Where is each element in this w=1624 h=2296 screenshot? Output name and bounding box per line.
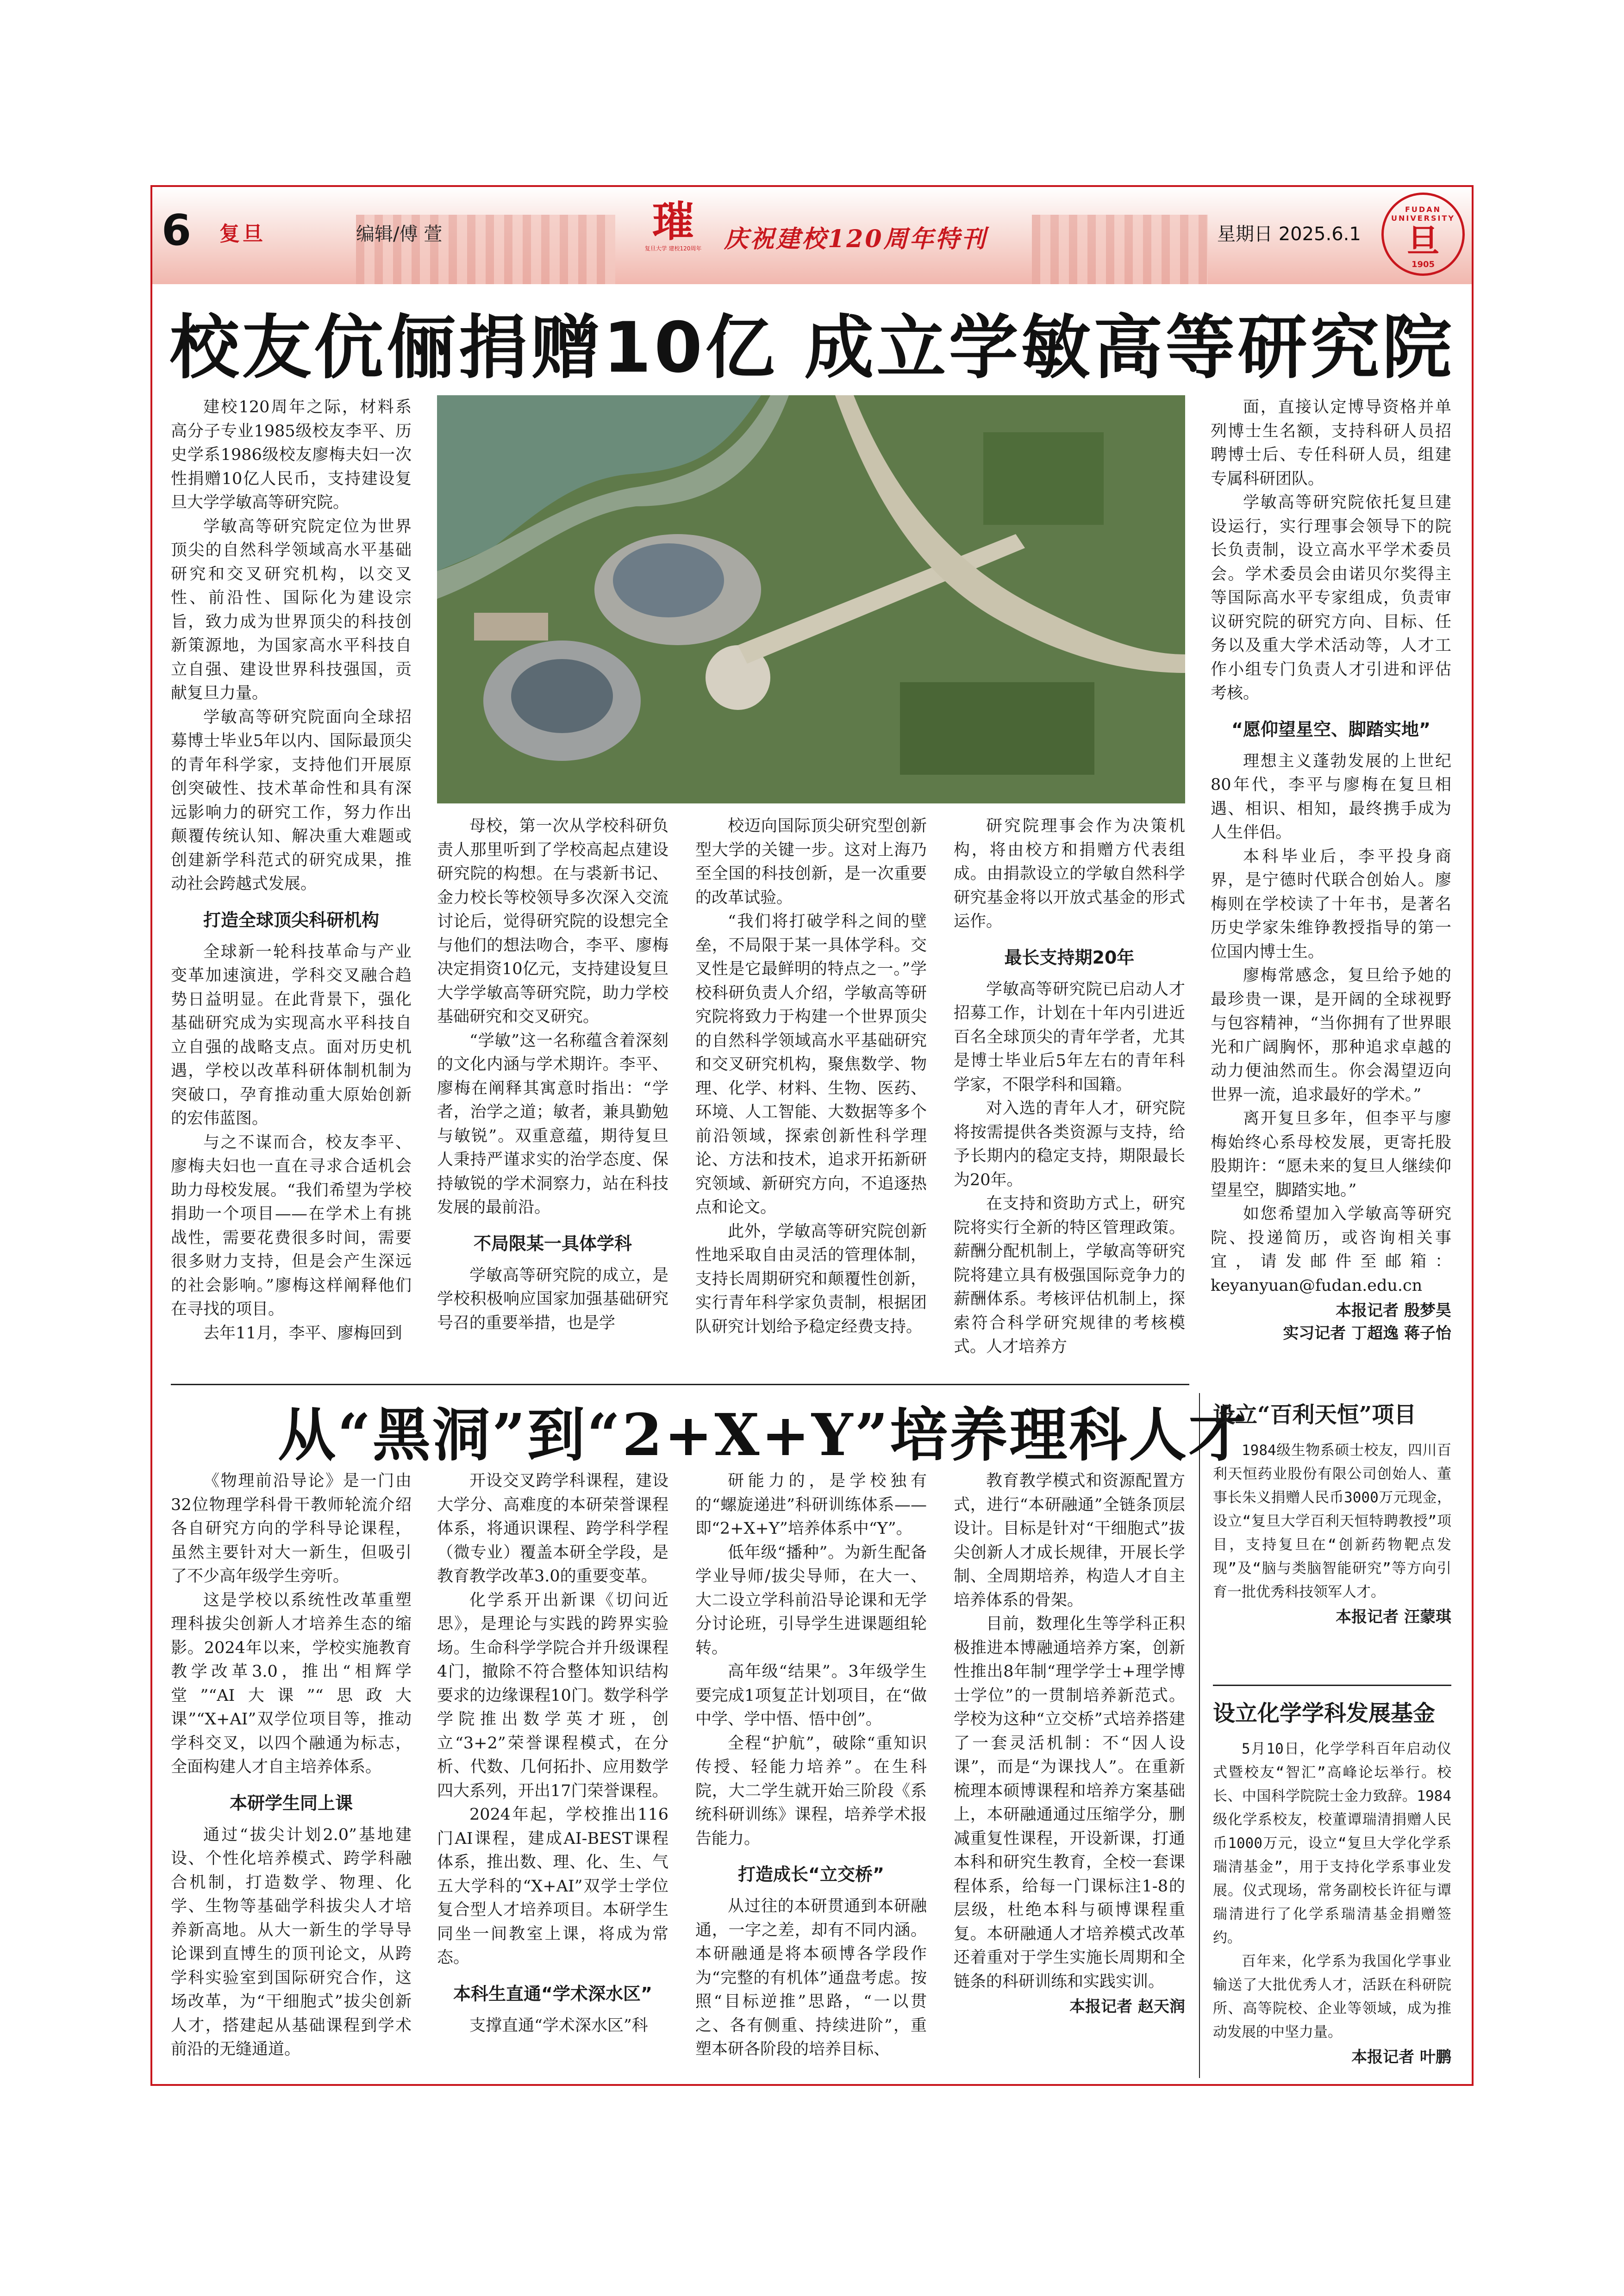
article2-subheading-2: 本科生直通“学术深水区” bbox=[453, 1983, 652, 2004]
paragraph: 全程“护航”，破除“重知识传授、轻能力培养”。在生科院，大二学生就开始三阶段《系统科研训练》课程，培养学术报告能力。 bbox=[695, 1734, 927, 1848]
university-seal-icon bbox=[1381, 193, 1465, 276]
article2-column-4 bbox=[954, 1469, 1185, 2080]
paragraph: 开设交叉跨学科课程，建设大学分、高难度的本研荣誉课程体系，将通识课程、跨学科学程（微专业）覆盖本研全学段，是教育教学改革3.0的重要变革。 bbox=[437, 1472, 668, 1586]
article2-subheading-1: 本研学生同上课 bbox=[229, 1792, 353, 1813]
paragraph: 在支持和资助方式上，研究院将实行全新的特区管理政策。薪酬分配机制上，学敏高等研究院将建立具有极强国际竞争力的薪酬体系。考核评估机制上，探索符合科学研究规律的考核模式。人才培养方 bbox=[954, 1195, 1185, 1356]
article1-column-5 bbox=[1211, 396, 1451, 1377]
paragraph: 学敏高等研究院依托复旦建设运行，实行理事会领导下的院长负责制，设立高水平学术委员会。学术委员会由诺贝尔奖得主等国际高水平专家组成，负责审议研究院的研究方向、目标、任务以及重大学术活动等，人才工作小组专门负责人才引进和评估考核。 bbox=[1211, 493, 1451, 703]
article1-column-2 bbox=[437, 815, 668, 1377]
article1-byline-1: 本报记者 殷梦昊 bbox=[1336, 1301, 1451, 1320]
article1-byline-2: 实习记者 丁超逸 蒋子怡 bbox=[1283, 1324, 1451, 1343]
article1-subheading-2: 不局限某一具体学科 bbox=[473, 1233, 632, 1254]
masthead bbox=[152, 187, 1472, 284]
paragraph: 学敏高等研究院的成立，是学校积极响应国家加强基础研究号召的重要举措，也是学 bbox=[437, 1266, 668, 1332]
campus-aerial-photo bbox=[437, 395, 1185, 803]
article1-headline: 校友伉俪捐赠10亿 成立学敏高等研究院 bbox=[169, 308, 1455, 388]
paragraph: 化学系开出新课《切问近思》，是理论与实践的跨界实验场。生命科学学院合并升级课程4门，撤除不符合整体知识结构要求的边缘课程10门。数学科学学院推出数学英才班，创立“3+2”荣誉课程模式，在分析、代数、几何拓扑、应用数学四大系列，开出17门荣誉课程。 bbox=[437, 1591, 668, 1800]
article1-subheading-4: “愿仰望星空、脚踏实地” bbox=[1231, 719, 1430, 740]
sidebar-1-title: 设立“百利天恒”项目 bbox=[1213, 1402, 1417, 1428]
sidebar-chemistry-fund bbox=[1213, 1692, 1451, 2080]
issue-slogan: 庆祝建校120周年特刊 bbox=[724, 225, 987, 253]
article2-headline: 从“黑洞”到“2+X+Y”培养理科人才 bbox=[278, 1401, 1249, 1469]
skyline-decoration-right bbox=[1032, 215, 1208, 284]
paragraph: 1984级生物系硕士校友，四川百利天恒药业股份有限公司创始人、董事长朱义捐赠人民币3000万元现金，设立“复旦大学百利天恒特聘教授”项目，支持复旦在“创新药物靶点发现”及“脑与类脑智能研究”等方向引育一批优秀科技领军人才。 bbox=[1213, 1442, 1451, 1600]
sidebar-divider bbox=[1199, 1393, 1200, 2078]
article2-byline: 本报记者 赵天润 bbox=[1069, 1997, 1185, 2016]
campus-aerial-photo-icon bbox=[437, 395, 1185, 803]
sidebar-2-title: 设立化学学科发展基金 bbox=[1213, 1700, 1436, 1726]
paragraph: 廖梅常感念，复旦给予她的最珍贵一课，是开阔的全球视野与包容精神，“当你拥有了世界眼光和广阔胸怀，那种追求卓越的动力便油然而生。你会渴望迈向世界一流，追求最好的学术。” bbox=[1211, 966, 1451, 1104]
paragraph: 学敏高等研究院面向全球招募博士毕业5年以内、国际最顶尖的青年科学家，支持他们开展原创突破性、技术革命性和具有深远影响力的研究工作，努力作出颠覆传统认知、解决重大难题或创建新学科范式的研究成果，推动社会跨越式发展。 bbox=[171, 708, 412, 893]
article2-subheading-3: 打造成长“立交桥” bbox=[738, 1864, 884, 1885]
paragraph: 如您希望加入学敏高等研究院、投递简历，或咨询相关事宜，请发邮件至邮箱：keyanyuan@fudan.edu.cn bbox=[1211, 1205, 1451, 1295]
paragraph: 研究院理事会作为决策机构，将由校方和捐赠方代表组成。由捐款设立的学敏自然科学研究基金将以开放式基金的形式运作。 bbox=[954, 817, 1185, 931]
paragraph: 2024年起，学校推出116门AI课程，建成AI-BEST课程体系，推出数、理、化、生、气五大学科的“X+AI”双学士学位复合型人才培养项目。本研学生同坐一间教室上课，将成为常态。 bbox=[437, 1805, 668, 1967]
article1-column-4 bbox=[954, 815, 1185, 1377]
paragraph: 学敏高等研究院已启动人才招募工作，计划在十年内引进近百名全球顶尖的青年学者，尤其是博士毕业后5年左右的青年科学家，不限学科和国籍。 bbox=[954, 980, 1185, 1094]
article2-column-1 bbox=[171, 1469, 412, 2080]
paragraph: 教育教学模式和资源配置方式，进行“本研融通”全链条顶层设计。目标是针对“干细胞式”拔尖创新人才成长规律，开展长学制、全周期培养，构造人才自主培养体系的骨架。 bbox=[954, 1472, 1185, 1610]
paper-name: 复旦 bbox=[219, 222, 266, 246]
article1-column-1 bbox=[171, 396, 412, 1377]
paragraph: 此外，学敏高等研究院创新性地采取自由灵活的管理体制，支持长周期研究和颠覆性创新，实行青年科学家负责制，根据团队研究计划给予稳定经费支持。 bbox=[695, 1222, 927, 1336]
paragraph: 理想主义蓬勃发展的上世纪80年代，李平与廖梅在复旦相遇、相识、相知，最终携手成为人生伴侣。 bbox=[1211, 752, 1451, 842]
paragraph: 面，直接认定博导资格并单列博士生名额，支持科研人员招聘博士后、专任科研人员，组建专属科研团队。 bbox=[1211, 398, 1451, 488]
paragraph: 支撑直通“学术深水区”科 bbox=[469, 2016, 648, 2035]
article1-column-3 bbox=[695, 815, 927, 1377]
paragraph: 低年级“播种”。为新生配备学业导师/拔尖导师，在大一、大二设立学科前沿导论课和无学分讨论班，引导学生进课题组轮转。 bbox=[695, 1543, 927, 1657]
paragraph: 5月10日，化学学科百年启动仪式暨校友“智汇”高峰论坛举行。校长、中国科学院院士金力致辞。1984级化学系校友，校董谭瑞清捐赠人民币1000万元，设立“复旦大学化学系瑞清基金”，用于支持化学系事业发展。仪式现场，常务副校长许征与谭瑞清进行了化学系瑞清基金捐赠签约。 bbox=[1213, 1741, 1451, 1946]
anniversary-logo bbox=[643, 199, 703, 275]
paragraph: 对入选的青年人才，研究院将按需提供各类资源与支持，给予长期内的稳定支持，期限最长为20年。 bbox=[954, 1099, 1185, 1189]
article1-subheading-1: 打造全球顶尖科研机构 bbox=[203, 909, 379, 930]
sidebar-1-byline: 本报记者 汪蒙琪 bbox=[1336, 1608, 1451, 1626]
logo-glyph: 璀 bbox=[652, 197, 694, 246]
paragraph: 校迈向国际顶尖研究型创新型大学的关键一步。这对上海乃至全国的科技创新，是一次重要的改革试验。 bbox=[695, 817, 927, 907]
article1-subheading-3: 最长支持期20年 bbox=[1004, 947, 1135, 968]
paragraph: 《物理前沿导论》是一门由32位物理学科骨干教师轮流介绍各自研究方向的学科导论课程，虽然主要针对大一新生，但吸引了不少高年级学生旁听。 bbox=[171, 1472, 412, 1586]
sidebar-2-byline: 本报记者 叶鹏 bbox=[1351, 2048, 1451, 2066]
seal-top-text: FUDAN UNIVERSITY bbox=[1391, 205, 1455, 223]
paragraph: “我们将打破学科之间的壁垒，不局限于某一具体学科。交叉性是它最鲜明的特点之一。”学校科研负责人介绍，学敏高等研究院将致力于构建一个世界顶尖的自然科学领域高水平基础研究和交叉研究机构，聚焦数学、物理、化学、材料、生物、医药、环境、人工智能、大数据等多个前沿领域，探索创新性科学理论、方法和技术，追求开拓新研究领域、新研究方向，不追逐热点和论文。 bbox=[695, 912, 927, 1217]
paragraph: 通过“拔尖计划2.0”基地建设、个性化培养模式、跨学科融合机制，打造数学、物理、化学、生物等基础学科拔尖人才培养新高地。从大一新生的学导导论课到直博生的顶刊论文，从跨学科实验室到国际研究合作，这场改革，为“干细胞式”拔尖创新人才，搭建起从基础课程到学术前沿的无缝通道。 bbox=[171, 1825, 412, 2059]
sidebar-baili-tianheng bbox=[1213, 1393, 1451, 1680]
article2-column-2 bbox=[437, 1469, 668, 2080]
paragraph: 高年级“结果”。3年级学生要完成1项复芷计划项目，在“做中学、学中悟、悟中创”。 bbox=[695, 1662, 927, 1729]
issue-date: 星期日 2025.6.1 bbox=[1217, 224, 1361, 245]
paragraph: 全球新一轮科技革命与产业变革加速演进，学科交叉融合趋势日益明显。在此背景下，强化基础研究成为实现高水平科技自立自强的战略支点。面对历史机遇，学校以改革科研体制机制为突破口，孕育推动重大原始创新的宏伟蓝图。 bbox=[171, 942, 412, 1128]
article-divider bbox=[171, 1384, 1189, 1385]
paragraph: 研能力的，是学校独有的“螺旋递进”科研训练体系——即“2+X+Y”培养体系中“Y”。 bbox=[695, 1472, 927, 1538]
page-number: 6 bbox=[162, 205, 192, 255]
article2-column-3 bbox=[695, 1469, 927, 2080]
editor-credit: 编辑/傅 萱 bbox=[356, 224, 443, 245]
paragraph: 建校120周年之际，材料系高分子专业1985级校友李平、历史学系1986级校友廖梅夫妇一次性捐赠10亿人民币，支持建设复旦大学学敏高等研究院。 bbox=[171, 398, 412, 512]
seal-year: 1905 bbox=[1411, 260, 1435, 269]
sidebar-separator bbox=[1213, 1685, 1451, 1686]
paragraph: 学敏高等研究院定位为世界顶尖的自然科学领域高水平基础研究和交叉研究机构，以交叉性、前沿性、国际化为建设宗旨，致力成为世界顶尖的科技创新策源地，为国家高水平科技自立自强、建设世界科技强国，贡献复旦力量。 bbox=[171, 517, 412, 703]
paragraph: 这是学校以系统性改革重塑理科拔尖创新人才培养生态的缩影。2024年以来，学校实施教育教学改革3.0，推出“相辉学堂”“AI大课”“思政大课”“X+AI”双学位项目等，推动学科交叉，以四个融通为标志，全面构建人才自主培养体系。 bbox=[171, 1591, 412, 1776]
seal-glyph: 旦 bbox=[1407, 222, 1439, 260]
paragraph: 去年11月，李平、廖梅回到 bbox=[203, 1324, 402, 1343]
paragraph: 本科毕业后，李平投身商界，是宁德时代联合创始人。廖梅则在学校读了十年书，是著名历史学家朱维铮教授指导的第一位国内博士生。 bbox=[1211, 847, 1451, 961]
paragraph: “学敏”这一名称蕴含着深刻的文化内涵与学术期许。李平、廖梅在阐释其寓意时指出：“学者，治学之道；敏者，兼具勤勉与敏锐”。双重意蕴，期待复旦人秉持严谨求实的治学态度、保持敏锐的学术洞察力，站在科技发展的最前沿。 bbox=[437, 1031, 668, 1217]
paragraph: 母校，第一次从学校科研负责人那里听到了学校高起点建设研究院的构想。在与裘新书记、金力校长等校领导多次深入交流讨论后，觉得研究院的设想完全与他们的想法吻合，李平、廖梅决定捐资10亿元，支持建设复旦大学学敏高等研究院，助力学校基础研究和交叉研究。 bbox=[437, 817, 668, 1026]
paragraph: 从过往的本研贯通到本研融通，一字之差，却有不同内涵。本研融通是将本硕博各学段作为“完整的有机体”通盘考虑。按照“目标逆推”思路，“一以贯之、各有侧重、持续进阶”，重塑本研各阶段的培养目标、 bbox=[695, 1897, 927, 2059]
paragraph: 目前，数理化生等学科正积极推进本博融通培养方案，创新性推出8年制“理学学士+理学博士学位”的一贯制培养新范式。学校为这种“立交桥”式培养搭建了一套灵活机制：不“因人设课”，而是“为课找人”。在重新梳理本硕博课程和培养方案基础上，本研融通通过压缩学分，删减重复性课程，开设新课，打通本科和研究生教育，全校一套课程体系，给每一门课标注1-8的层级，杜绝本科与硕博课程重复。本研融通人才培养模式改革还着重对于学生实施长周期和全链条的科研训练和实践实训。 bbox=[954, 1615, 1185, 1991]
paragraph: 离开复旦多年，但李平与廖梅始终心系母校发展，更寄托股股期许：“愿未来的复旦人继续仰望星空，脚踏实地。” bbox=[1211, 1109, 1451, 1200]
paragraph: 与之不谋而合，校友李平、廖梅夫妇也一直在寻求合适机会助力母校发展。“我们希望为学校捐助一个项目——在学术上有挑战性，需要花费很多时间，需要很多财力支持，但是会产生深远的社会影响。”廖梅这样阐释他们在寻找的项目。 bbox=[171, 1133, 412, 1319]
logo-caption: 复旦大学 建校120周年 bbox=[644, 245, 702, 252]
paragraph: 百年来，化学系为我国化学事业输送了大批优秀人才，活跃在科研院所、高等院校、企业等领域，成为推动发展的中坚力量。 bbox=[1213, 1953, 1451, 2041]
